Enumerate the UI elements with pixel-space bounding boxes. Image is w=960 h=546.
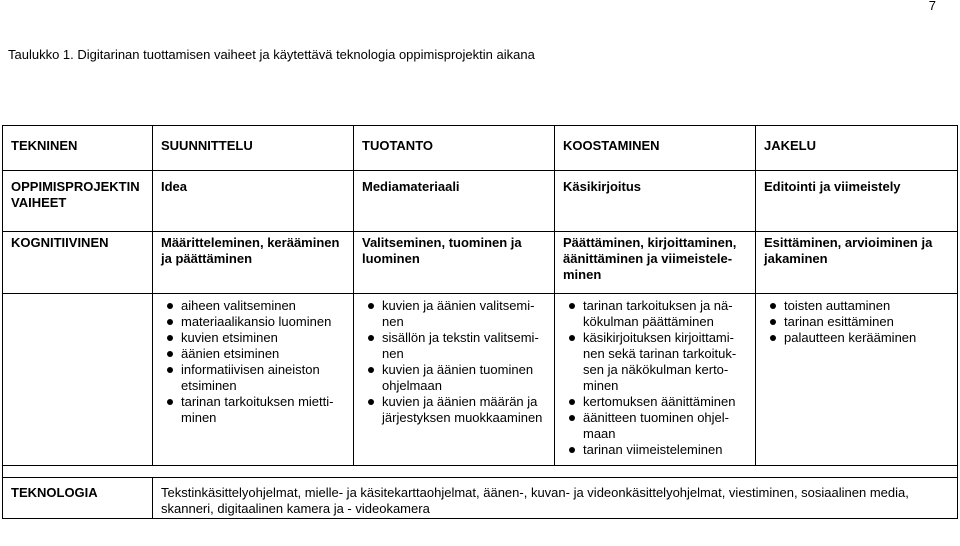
task-line: tarinan tarkoituksen ja nä-	[583, 298, 733, 313]
stage-label-production: TUOTANTO	[362, 138, 434, 153]
task-line: nen	[382, 346, 404, 361]
task-line: informatiivisen aineiston	[181, 362, 320, 377]
technology-row	[3, 478, 958, 519]
task-list-assembly	[563, 298, 751, 458]
task-line: sen ja näkökulman kerto-	[583, 362, 729, 377]
task-list-production	[362, 298, 550, 426]
table-caption: Taulukko 1. Digitarinan tuottamisen vaiheet ja käytettävä teknologia oppimisprojektin aikana	[8, 47, 535, 62]
task-line: nen sekä tarinan tarkoituk-	[583, 346, 737, 361]
stage-label-assembly: KOOSTAMINEN	[563, 138, 660, 153]
task-line: tarinan viimeisteleminen	[583, 442, 723, 457]
list-item	[784, 298, 953, 314]
task-line: kuvien ja äänien määrän ja	[382, 394, 538, 409]
cognitive-line: äänittäminen ja viimeistele-	[563, 251, 733, 266]
task-line: kökulman päättäminen	[583, 314, 714, 329]
list-item	[181, 362, 349, 394]
phase-media-material: Mediamateriaali	[362, 179, 460, 194]
task-line: äänien etsiminen	[181, 346, 280, 361]
task-line: kuvien ja äänien tuominen	[382, 362, 534, 377]
header-line: VAIHEET	[11, 195, 67, 210]
list-item	[181, 394, 349, 426]
stage-label-distribution: JAKELU	[764, 138, 817, 153]
task-line: tarinan esittäminen	[784, 314, 894, 329]
list-item	[583, 410, 751, 442]
list-item	[784, 314, 953, 330]
technology-line: Tekstinkäsittelyohjelmat, mielle- ja käsitekarttaohjelmat, äänen-, kuvan- ja videonkäsittelyohjelmat, viestiminen, sosiaalinen media,	[161, 485, 909, 500]
technology-header: TEKNOLOGIA	[11, 485, 98, 500]
technology-text	[153, 478, 957, 517]
task-line: järjestyksen muokkaaminen	[382, 410, 543, 425]
list-item	[583, 330, 751, 394]
list-item	[583, 298, 751, 330]
task-line: toisten auttaminen	[784, 298, 891, 313]
phase-script: Käsikirjoitus	[563, 179, 642, 194]
phase-editing: Editointi ja viimeistely	[764, 179, 901, 194]
task-line: sisällön ja tekstin valitsemi-	[382, 330, 539, 345]
task-line: minen	[181, 410, 217, 425]
task-line: maan	[583, 426, 616, 441]
list-item	[181, 298, 349, 314]
list-item	[181, 330, 349, 346]
task-list-distribution	[764, 298, 953, 346]
project-phase-header	[3, 171, 152, 211]
header-line: OPPIMISPROJEKTIN	[11, 179, 140, 194]
stage-row	[3, 126, 958, 171]
task-list-planning	[161, 298, 349, 426]
cognitive-line: jakaminen	[764, 251, 828, 266]
task-line: ohjelmaan	[382, 378, 442, 393]
cognitive-line: Esittäminen, arvioiminen ja	[764, 235, 933, 250]
phase-idea: Idea	[161, 179, 188, 194]
digistory-stages-table	[2, 125, 958, 519]
task-line: materiaalikansio luominen	[181, 314, 332, 329]
task-line: käsikirjoituksen kirjoittami-	[583, 330, 734, 345]
task-header-empty	[3, 294, 152, 298]
task-line: tarinan tarkoituksen mietti-	[181, 394, 334, 409]
task-line: äänitteen tuominen ohjel-	[583, 410, 729, 425]
cognitive-planning	[153, 232, 353, 267]
list-item	[181, 346, 349, 362]
stage-label-technical: TEKNINEN	[11, 138, 78, 153]
technology-line: skanneri, digitaalinen kamera ja - videokamera	[161, 501, 430, 516]
page-number: 7	[928, 0, 936, 13]
cognitive-line: Päättäminen, kirjoittaminen,	[563, 235, 737, 250]
spacer-row	[3, 466, 958, 478]
task-line: aiheen valitseminen	[181, 298, 296, 313]
task-line: minen	[583, 378, 619, 393]
task-line: kuvien ja äänien valitsemi-	[382, 298, 535, 313]
cognitive-assembly	[555, 232, 755, 283]
task-row	[3, 294, 958, 466]
task-line: palautteen kerääminen	[784, 330, 917, 345]
list-item	[382, 330, 550, 362]
cognitive-line: Määritteleminen, kerääminen	[161, 235, 340, 250]
list-item	[382, 298, 550, 330]
project-phase-row	[3, 171, 958, 232]
cognitive-row	[3, 232, 958, 294]
cognitive-line: minen	[563, 267, 602, 282]
list-item	[382, 362, 550, 394]
task-line: etsiminen	[181, 378, 237, 393]
list-item	[583, 394, 751, 410]
cognitive-line: luominen	[362, 251, 420, 266]
cognitive-line: ja päättäminen	[161, 251, 253, 266]
cognitive-header: KOGNITIIVINEN	[11, 235, 109, 250]
task-line: kuvien etsiminen	[181, 330, 278, 345]
task-line: nen	[382, 314, 404, 329]
stage-label-planning: SUUNNITTELU	[161, 138, 253, 153]
cognitive-production	[354, 232, 554, 267]
cognitive-line: Valitseminen, tuominen ja	[362, 235, 522, 250]
list-item	[784, 330, 953, 346]
list-item	[382, 394, 550, 426]
cognitive-distribution	[756, 232, 957, 267]
list-item	[181, 314, 349, 330]
task-line: kertomuksen äänittäminen	[583, 394, 736, 409]
list-item	[583, 442, 751, 458]
